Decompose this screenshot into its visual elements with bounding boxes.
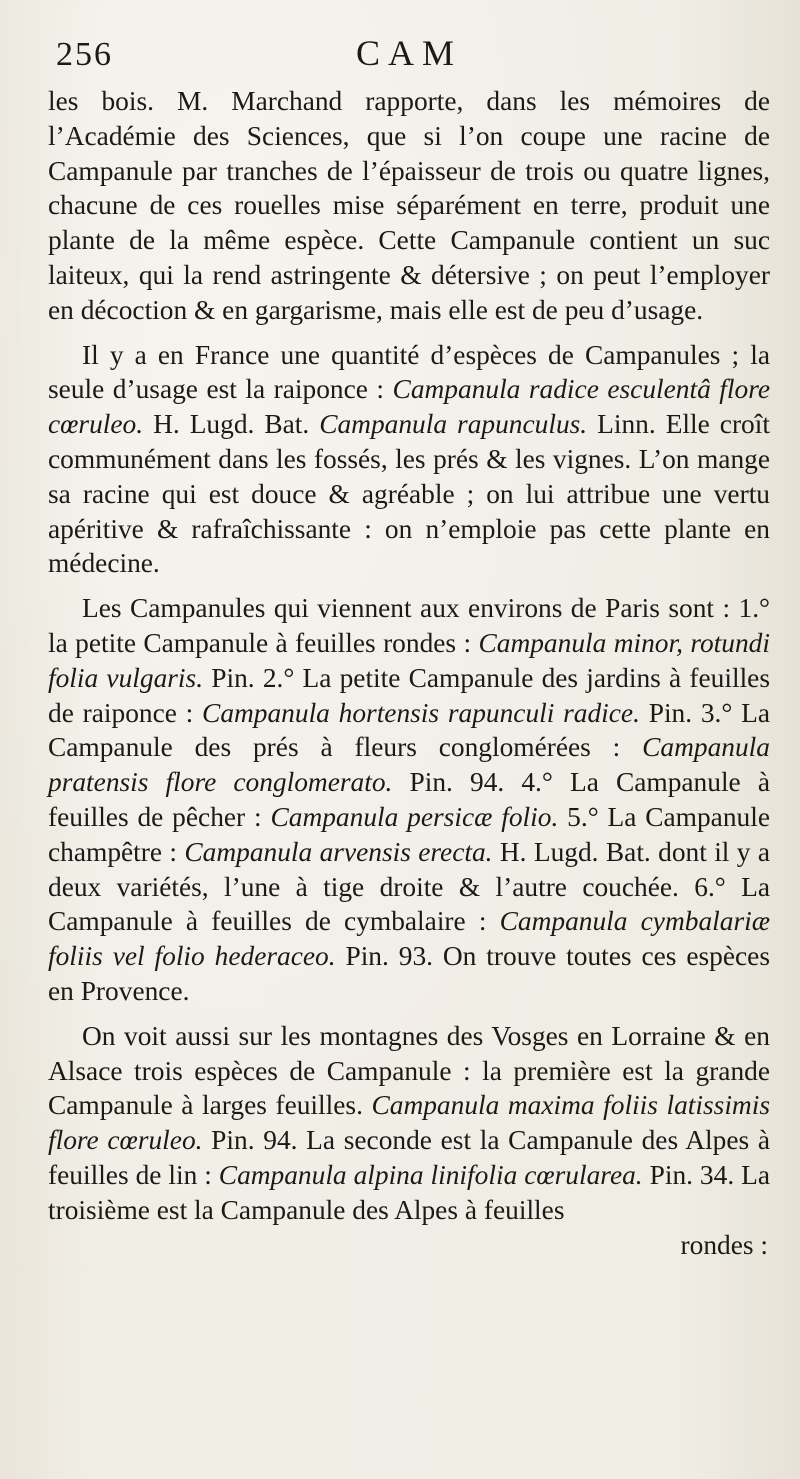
paragraph-text: H. Lugd. Bat. [143, 409, 320, 440]
latin-binomial-text: Campanula maxima foliis latissimis flore cœruleo. [48, 1090, 770, 1156]
latin-binomial-text: Campanula rapunculus. [319, 409, 588, 440]
paragraph-2 [48, 338, 770, 582]
paragraph-text: Il y a en France une quantité d’espèces de Campanules ; la seule d’usage est la raiponce : [48, 339, 770, 405]
catchword: rondes : [680, 1229, 768, 1260]
paragraph-text: 5.° La Campanule champêtre : [48, 801, 770, 867]
paragraph-text: Pin. 93. On trouve toutes ces espèces en Provence. [48, 941, 770, 1006]
latin-binomial-text: Campanula persicæ folio. [270, 801, 559, 832]
paragraph-text: Linn. Elle croît communément dans les fossés, les prés & les vignes. L’on mange sa racine qui est douce & agréable ; on lui attribue une vertu apéritive & rafraîchissante : on n’emploie pas cette plante en médecine. [48, 409, 770, 579]
latin-binomial-text: Campanula pratensis flore conglomerato. [48, 732, 770, 798]
latin-binomial-text: Campanula hortensis rapunculi radice. [202, 697, 640, 728]
latin-binomial-text: Campanula cymbalariæ foliis vel folio hederaceo. [48, 906, 770, 972]
paragraph-text: Pin. 34. La troisième est la Campanule des Alpes à feuilles [48, 1159, 771, 1225]
latin-binomial-text: Campanula alpina linifolia cœrularea. [218, 1159, 643, 1190]
latin-binomial-text: Campanula minor, rotundi folia vulgaris. [48, 627, 770, 693]
paragraph-text: Pin. 3.° La Campanule des prés à fleurs conglomérées : [48, 697, 771, 763]
paragraph-text: Pin. 94. 4.° La Campanule à feuilles de pêcher : [48, 767, 770, 832]
paragraph-text: On voit aussi sur les montagnes des Vosges en Lorraine & en Alsace trois espèces de Campanule : la première est la grande Campanule à larges feuilles. [48, 1020, 770, 1121]
paragraph-text: Pin. 94. La seconde est la Campanule des Alpes à feuilles de lin : [48, 1125, 771, 1190]
latin-binomial-text: Campanula radice esculentâ flore cœruleo. [48, 374, 770, 440]
paragraph-text: Pin. 2.° La petite Campanule des jardins à feuilles de raiponce : [48, 662, 770, 728]
latin-binomial-text: Campanula arvensis erecta. [184, 836, 493, 867]
paragraph-3 [48, 591, 770, 1009]
page-number: 256 [56, 36, 113, 73]
page-header [48, 28, 770, 84]
paragraph-text: H. Lugd. Bat. dont il y a deux variétés, l’une à tige droite & l’autre couchée. 6.° La Campanule à feuilles de cymbalaire : [48, 836, 770, 937]
body-text [48, 84, 770, 1228]
paragraph-text: les bois. M. Marchand rapporte, dans les mémoires de l’Académie des Sciences, que si l’on coupe une racine de Campanule par tranches de l’épaisseur de trois ou quatre lignes, chacune de ces rouelles mise séparément en terre, produit une plante de la même espèce. Cette Campanule contient un suc laiteux, qui la rend astringente & détersive ; on peut l’employer en décoction & en gargarisme, mais elle est de peu d’usage. [48, 86, 770, 325]
paragraph-4 [48, 1019, 770, 1228]
running-head: CAM [355, 33, 463, 73]
paragraph-text: Les Campanules qui viennent aux environs de Paris sont : 1.° la petite Campanule à feuilles rondes : [48, 593, 770, 658]
paragraph-1 [48, 84, 770, 328]
